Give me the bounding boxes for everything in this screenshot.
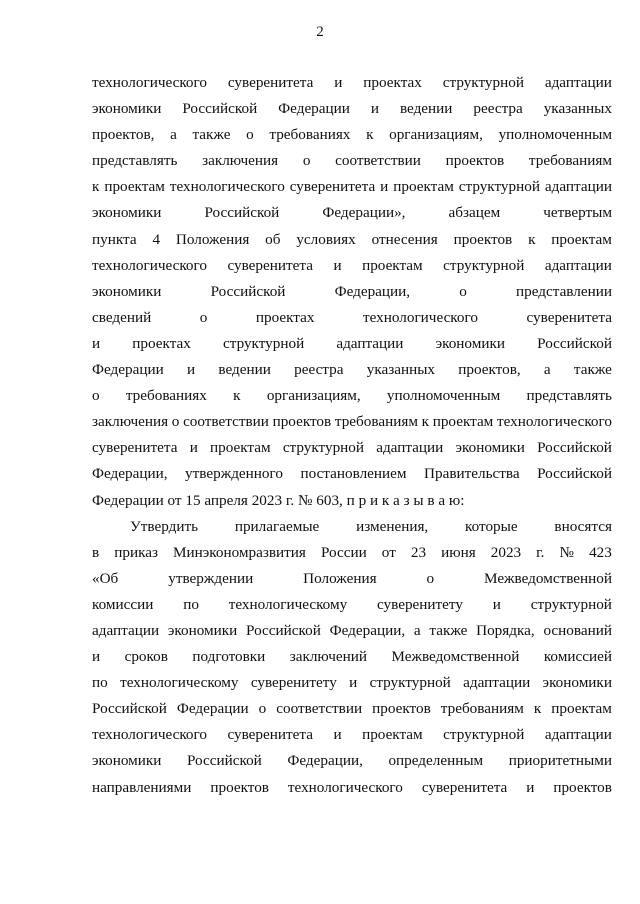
word: уполномоченным [386, 387, 501, 405]
word: Федерации, [329, 621, 406, 639]
word: организациям, [266, 387, 361, 405]
word: к [366, 126, 374, 144]
text-line [92, 465, 612, 491]
word: изменения, [356, 517, 429, 535]
word: и [92, 648, 101, 666]
word: требованиях [125, 387, 207, 405]
word: 423 [589, 543, 612, 561]
word: проектам [393, 178, 454, 196]
text-line [92, 439, 612, 465]
word: проектов [453, 230, 513, 248]
word: и [380, 178, 389, 196]
word: экономики [455, 439, 525, 457]
word: проектах [132, 334, 191, 352]
text-line [92, 361, 612, 387]
text-line [92, 544, 612, 570]
word: суверенитету [377, 595, 463, 613]
word: реестра [473, 100, 523, 118]
word: и [492, 595, 501, 613]
word: заключений [289, 648, 367, 666]
word: Федерации [176, 700, 249, 718]
word: о [302, 152, 311, 170]
word: суверенитета [92, 439, 178, 457]
word: технологического [92, 726, 207, 744]
word: направлениями [92, 778, 192, 796]
word: экономики [542, 674, 612, 692]
text-line [92, 152, 612, 178]
word: уполномоченным [498, 126, 612, 144]
word: приоритетными [508, 752, 612, 770]
word: представлять [92, 152, 178, 170]
word: адаптации [544, 726, 612, 744]
word: технологического [497, 413, 612, 431]
word: «Об [92, 569, 119, 587]
word: структурной [458, 178, 540, 196]
text-line [92, 752, 612, 778]
word: Порядка, [476, 621, 535, 639]
word: которые [465, 517, 518, 535]
text-line [92, 387, 612, 413]
word: и [333, 726, 342, 744]
text-line [92, 74, 612, 100]
text-line [92, 622, 612, 648]
word: Правительства [424, 465, 520, 483]
word: проектов [272, 413, 332, 431]
word: России [320, 543, 367, 561]
text-line [92, 779, 612, 805]
word: оснований [543, 621, 612, 639]
word: проектам [551, 230, 612, 248]
word: также [429, 621, 468, 639]
word: Межведомственной [484, 569, 612, 587]
word: 4 [152, 230, 161, 248]
word: Федерации», [322, 204, 406, 222]
word: и [526, 778, 535, 796]
word: соответствии [335, 152, 421, 170]
word: экономики [92, 282, 162, 300]
word: требованиям [440, 700, 524, 718]
word: проектах [255, 308, 315, 326]
word: четвертым [543, 204, 612, 222]
word: экономики [92, 100, 162, 118]
word: Российской [210, 282, 286, 300]
word: утвержденного [185, 465, 283, 483]
word: суверенитету [250, 674, 337, 692]
word: Российской [92, 700, 167, 718]
word: к [528, 230, 536, 248]
word: Положения [175, 230, 250, 248]
word: ведении [218, 361, 271, 379]
word: условиях [296, 230, 356, 248]
word: а [413, 621, 421, 639]
word: Федерации, [287, 752, 363, 770]
text-line [92, 648, 612, 674]
word: Положения [303, 569, 377, 587]
word: Российской [537, 334, 612, 352]
word: и [186, 361, 196, 379]
word: к [92, 178, 100, 196]
word: экономики [435, 334, 505, 352]
word: прилагаемые [234, 517, 320, 535]
text-line [92, 674, 612, 700]
word: вносятся [554, 517, 612, 535]
word: технологического [287, 778, 403, 796]
word: проектам [362, 256, 423, 274]
word: Российской [246, 621, 321, 639]
text-line [92, 126, 612, 152]
word: и [349, 674, 358, 692]
word: проектов [445, 152, 505, 170]
word: 2023 [490, 543, 522, 561]
word: экономики [167, 621, 238, 639]
word: Утвердить [130, 517, 199, 535]
word: приказ [114, 543, 158, 561]
word: Федерации [92, 361, 164, 379]
word: о [92, 387, 100, 405]
word: о [258, 700, 267, 718]
word: представлении [516, 282, 612, 300]
word: комиссией [543, 648, 612, 666]
text-line [92, 518, 612, 544]
word: утверждении [168, 569, 254, 587]
word: Минэкономразвития [173, 543, 306, 561]
word: отнесения [371, 230, 438, 248]
word: Российской [537, 439, 612, 457]
word: Российской [537, 465, 612, 483]
word: технологического [92, 256, 207, 274]
word: технологического [92, 74, 207, 91]
word: также [192, 126, 231, 144]
word: и [92, 334, 101, 352]
text-line [92, 570, 612, 596]
word: комиссии [92, 595, 154, 613]
word: проектов, [92, 126, 155, 144]
text-line [92, 100, 612, 126]
text-line [92, 726, 612, 752]
word: требованиях [269, 126, 351, 144]
document-body [92, 74, 612, 805]
text-line [92, 700, 612, 726]
word: адаптации [544, 256, 612, 274]
word: адаптации [544, 74, 612, 91]
text-line [92, 257, 612, 283]
word: проектов [210, 778, 269, 796]
word: г. [536, 543, 545, 561]
word: структурной [443, 726, 525, 744]
word: проектам [210, 439, 271, 457]
word: организациям, [389, 126, 483, 144]
word: структурной [442, 74, 524, 91]
word: постановлением [300, 465, 407, 483]
word: суверенитета [526, 308, 612, 326]
word: Федерации, [334, 282, 411, 300]
word: структурной [223, 334, 305, 352]
word: о [171, 413, 180, 431]
word: технологического [169, 178, 285, 196]
word: структурной [530, 595, 612, 613]
word: Межведомственной [391, 648, 520, 666]
word: технологическому [228, 595, 348, 613]
word: подготовки [192, 648, 266, 666]
word: от [381, 543, 396, 561]
word: и [334, 74, 343, 91]
word: Российской [204, 204, 280, 222]
word: проектам [362, 726, 423, 744]
word: адаптации [92, 621, 160, 639]
word: сроков [124, 648, 168, 666]
text-line [92, 178, 612, 204]
text-line [92, 231, 612, 257]
word: суверенитета [227, 256, 313, 274]
word: в [92, 543, 100, 561]
word: адаптации [336, 334, 404, 352]
word: реестра [294, 361, 344, 379]
word: соответствии [183, 413, 269, 431]
word: проектов [553, 778, 612, 796]
word: адаптации [376, 439, 444, 457]
word: требованиям [334, 413, 418, 431]
word: проектах [363, 74, 422, 91]
word: указанных [366, 361, 435, 379]
word: Российской [186, 752, 262, 770]
word: заключения [92, 413, 169, 431]
word: о [199, 308, 208, 326]
word: проектам [551, 700, 612, 718]
word: экономики [92, 752, 162, 770]
word: Федерации, [92, 465, 168, 483]
word: о [426, 569, 435, 587]
word: проектам [432, 413, 494, 431]
word: и [333, 256, 342, 274]
word: № [559, 543, 575, 561]
text-line [92, 283, 612, 309]
word: Федерации [278, 100, 350, 118]
word: а [543, 361, 551, 379]
text-line [92, 413, 612, 439]
word: также [573, 361, 612, 379]
word: суверенитета [227, 74, 314, 91]
word: указанных [543, 100, 612, 118]
word: сведений [92, 308, 152, 326]
word: требованиям [528, 152, 612, 170]
word: а [170, 126, 177, 144]
word: структурной [443, 256, 525, 274]
word: и [370, 100, 379, 118]
word: суверенитета [227, 726, 313, 744]
word: и [189, 439, 198, 457]
text-line [92, 335, 612, 361]
word: суверенитета [421, 778, 508, 796]
word: экономики [92, 204, 162, 222]
word: суверенитета [289, 178, 376, 196]
word: об [265, 230, 281, 248]
word: к [233, 387, 241, 405]
word: к [421, 413, 430, 431]
text-line: Федерации от 15 апреля 2023 г. № 603, п р и к а з ы в а ю: [92, 491, 465, 509]
text-line [92, 309, 612, 335]
text-line [92, 204, 612, 230]
word: технологическому [120, 674, 239, 692]
page-number: 2 [316, 24, 324, 40]
word: структурной [282, 439, 365, 457]
word: 23 [410, 543, 427, 561]
word: соответствии [276, 700, 363, 718]
word: Российской [182, 100, 258, 118]
word: по [183, 595, 199, 613]
word: адаптации [544, 178, 612, 196]
word: к [533, 700, 542, 718]
word: о [246, 126, 254, 144]
word: технологического [362, 308, 478, 326]
word: заключения [202, 152, 279, 170]
text-line [92, 596, 612, 622]
word: представлять [526, 387, 612, 405]
word: проектов, [458, 361, 521, 379]
word: о [459, 282, 467, 300]
word: июня [441, 543, 476, 561]
word: абзацем [448, 204, 501, 222]
word: определенным [388, 752, 484, 770]
word: проектов [372, 700, 431, 718]
word: ведении [399, 100, 453, 118]
word: пункта [92, 230, 137, 248]
word: структурной [369, 674, 451, 692]
word: адаптации [463, 674, 531, 692]
word: проектам [104, 178, 165, 196]
word: по [92, 674, 108, 692]
